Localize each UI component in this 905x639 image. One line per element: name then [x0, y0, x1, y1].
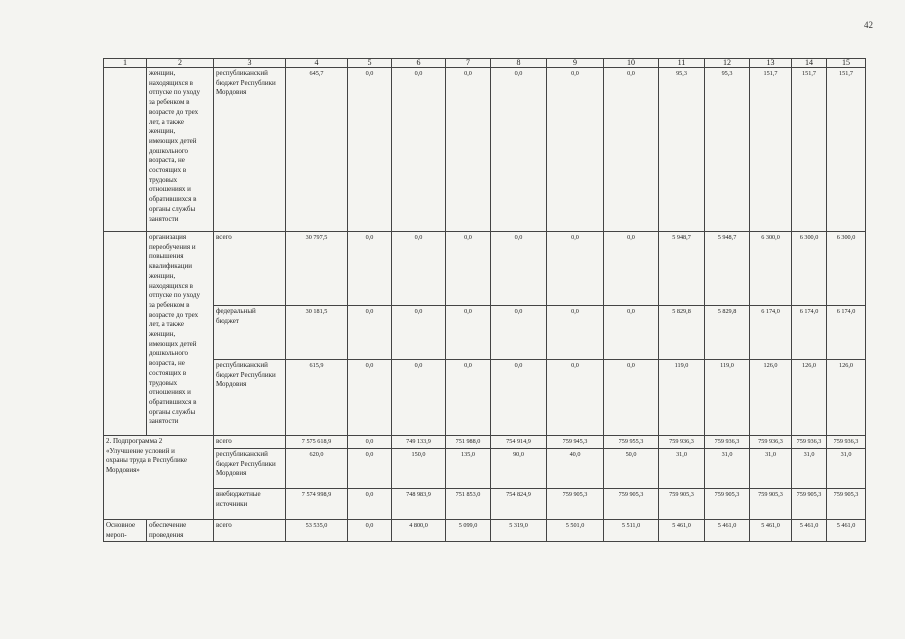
value-cell: 0,0	[604, 360, 659, 436]
value-cell: 5 461,0	[827, 520, 866, 542]
value-cell: 0,0	[348, 232, 392, 306]
table-row	[104, 520, 866, 542]
value-cell: 0,0	[446, 232, 491, 306]
value-cell: 126,0	[827, 360, 866, 436]
value-cell: 749 133,9	[392, 436, 446, 449]
table-row	[104, 360, 866, 436]
col-header: 12	[705, 59, 750, 68]
value-cell: 0,0	[348, 68, 392, 232]
value-cell: 4 800,0	[392, 520, 446, 542]
value-cell: 30 797,5	[286, 232, 348, 306]
value-cell: 645,7	[286, 68, 348, 232]
event-cell-empty	[104, 232, 147, 436]
funding-source-cell: всего	[214, 436, 286, 449]
value-cell: 0,0	[491, 232, 547, 306]
value-cell: 759 905,3	[659, 489, 705, 520]
col-header: 9	[547, 59, 604, 68]
value-cell: 6 174,0	[750, 306, 792, 360]
value-cell: 126,0	[792, 360, 827, 436]
col-header: 6	[392, 59, 446, 68]
value-cell: 0,0	[348, 520, 392, 542]
value-cell: 135,0	[446, 449, 491, 489]
table-row	[104, 436, 866, 449]
value-cell: 0,0	[491, 360, 547, 436]
table-row	[104, 449, 866, 489]
col-header: 5	[348, 59, 392, 68]
funding-source-cell: всего	[214, 232, 286, 306]
value-cell: 0,0	[446, 306, 491, 360]
value-cell: 6 300,0	[827, 232, 866, 306]
funding-source-cell: федеральный бюджет	[214, 306, 286, 360]
value-cell: 759 936,3	[705, 436, 750, 449]
value-cell: 150,0	[392, 449, 446, 489]
table-row	[104, 489, 866, 520]
value-cell: 759 905,3	[792, 489, 827, 520]
value-cell: 31,0	[659, 449, 705, 489]
col-header: 8	[491, 59, 547, 68]
value-cell: 748 983,9	[392, 489, 446, 520]
value-cell: 615,9	[286, 360, 348, 436]
value-cell: 5 829,8	[659, 306, 705, 360]
value-cell: 6 300,0	[792, 232, 827, 306]
value-cell: 759 936,3	[659, 436, 705, 449]
value-cell: 759 945,3	[547, 436, 604, 449]
value-cell: 151,7	[827, 68, 866, 232]
col-header: 4	[286, 59, 348, 68]
value-cell: 7 575 618,9	[286, 436, 348, 449]
value-cell: 5 319,0	[491, 520, 547, 542]
value-cell: 0,0	[604, 68, 659, 232]
value-cell: 0,0	[547, 306, 604, 360]
value-cell: 5 948,7	[659, 232, 705, 306]
value-cell: 754 914,9	[491, 436, 547, 449]
value-cell: 0,0	[547, 232, 604, 306]
value-cell: 751 988,0	[446, 436, 491, 449]
value-cell: 31,0	[827, 449, 866, 489]
value-cell: 119,0	[705, 360, 750, 436]
col-header: 2	[147, 59, 214, 68]
value-cell: 0,0	[348, 449, 392, 489]
funding-source-cell: внебюджетные источники	[214, 489, 286, 520]
col-header: 1	[104, 59, 147, 68]
event-description-cell: организация переобучения и повышения квалификации женщин, находящихся в отпуске по уходу за ребенком в возрасте до трех лет, а также женщин, имеющих детей дошкольного возраста, не состоящих в трудовых отношениях и обратившихся в органы службы занятости	[147, 232, 214, 436]
value-cell: 759 905,3	[827, 489, 866, 520]
page-number: 42	[864, 20, 873, 30]
value-cell: 0,0	[547, 360, 604, 436]
value-cell: 759 936,3	[827, 436, 866, 449]
col-header: 13	[750, 59, 792, 68]
funding-source-cell: республиканский бюджет Республики Мордовия	[214, 68, 286, 232]
col-header: 15	[827, 59, 866, 68]
value-cell: 759 905,3	[547, 489, 604, 520]
value-cell: 5 461,0	[792, 520, 827, 542]
table-row	[104, 306, 866, 360]
value-cell: 53 535,0	[286, 520, 348, 542]
value-cell: 0,0	[446, 68, 491, 232]
col-header: 14	[792, 59, 827, 68]
value-cell: 759 936,3	[792, 436, 827, 449]
value-cell: 0,0	[547, 68, 604, 232]
value-cell: 7 574 998,9	[286, 489, 348, 520]
value-cell: 40,0	[547, 449, 604, 489]
event-cell-empty	[104, 68, 147, 232]
value-cell: 50,0	[604, 449, 659, 489]
value-cell: 151,7	[750, 68, 792, 232]
value-cell: 5 461,0	[750, 520, 792, 542]
value-cell: 0,0	[348, 436, 392, 449]
subprogram-title-cell: 2. Подпрограмма 2 «Улучшение условий и охраны труда в Республике Мордовия»	[104, 436, 214, 520]
value-cell: 90,0	[491, 449, 547, 489]
col-header: 7	[446, 59, 491, 68]
value-cell: 31,0	[792, 449, 827, 489]
value-cell: 0,0	[392, 232, 446, 306]
value-cell: 6 300,0	[750, 232, 792, 306]
event-description-cell: женщин, находящихся в отпуске по уходу за ребенком в возрасте до трех лет, а также женщин, имеющих детей дошкольного возраста, не состоящих в трудовых отношениях и обратившихся в органы службы занятости	[147, 68, 214, 232]
header-row	[104, 59, 866, 68]
value-cell: 5 501,0	[547, 520, 604, 542]
col-header: 3	[214, 59, 286, 68]
value-cell: 0,0	[348, 489, 392, 520]
funding-source-cell: всего	[214, 520, 286, 542]
table-row	[104, 68, 866, 232]
value-cell: 759 905,3	[604, 489, 659, 520]
value-cell: 151,7	[792, 68, 827, 232]
value-cell: 0,0	[491, 68, 547, 232]
value-cell: 31,0	[750, 449, 792, 489]
value-cell: 6 174,0	[792, 306, 827, 360]
value-cell: 0,0	[604, 306, 659, 360]
value-cell: 5 461,0	[659, 520, 705, 542]
value-cell: 5 948,7	[705, 232, 750, 306]
value-cell: 0,0	[392, 306, 446, 360]
value-cell: 0,0	[348, 306, 392, 360]
value-cell: 30 181,5	[286, 306, 348, 360]
value-cell: 95,3	[659, 68, 705, 232]
value-cell: 126,0	[750, 360, 792, 436]
value-cell: 31,0	[705, 449, 750, 489]
col-header: 11	[659, 59, 705, 68]
value-cell: 0,0	[604, 232, 659, 306]
value-cell: 0,0	[348, 360, 392, 436]
value-cell: 5 099,0	[446, 520, 491, 542]
value-cell: 759 936,3	[750, 436, 792, 449]
table-row	[104, 232, 866, 306]
value-cell: 119,0	[659, 360, 705, 436]
value-cell: 759 955,3	[604, 436, 659, 449]
value-cell: 620,0	[286, 449, 348, 489]
value-cell: 5 461,0	[705, 520, 750, 542]
col-header: 10	[604, 59, 659, 68]
value-cell: 5 829,8	[705, 306, 750, 360]
value-cell: 0,0	[392, 68, 446, 232]
funding-source-cell: республиканский бюджет Республики Мордовия	[214, 449, 286, 489]
value-cell: 759 905,3	[750, 489, 792, 520]
table-body	[104, 68, 866, 542]
value-cell: 5 511,0	[604, 520, 659, 542]
value-cell: 754 824,9	[491, 489, 547, 520]
value-cell: 751 853,0	[446, 489, 491, 520]
value-cell: 6 174,0	[827, 306, 866, 360]
budget-table	[103, 58, 866, 542]
main-event-label-cell: Основное мероп-	[104, 520, 147, 542]
value-cell: 759 905,3	[705, 489, 750, 520]
funding-source-cell: республиканский бюджет Республики Мордовия	[214, 360, 286, 436]
value-cell: 95,3	[705, 68, 750, 232]
value-cell: 0,0	[491, 306, 547, 360]
value-cell: 0,0	[392, 360, 446, 436]
event-description-cell: обеспечение проведения	[147, 520, 214, 542]
value-cell: 0,0	[446, 360, 491, 436]
